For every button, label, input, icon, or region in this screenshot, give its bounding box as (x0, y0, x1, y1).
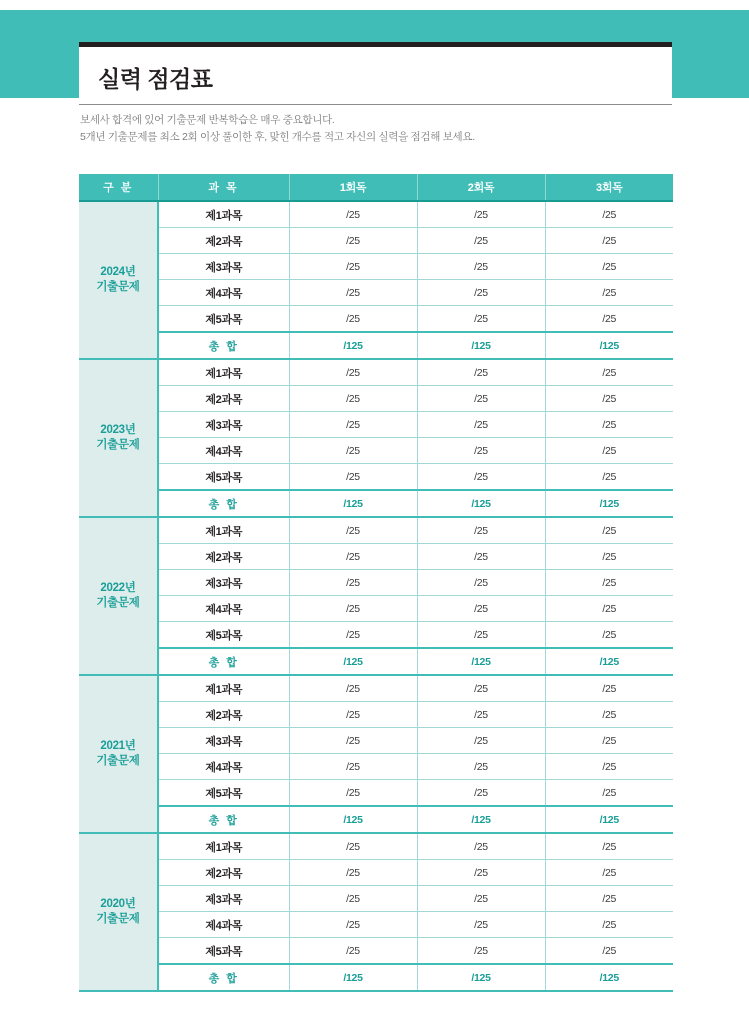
group-cell-2020 (79, 833, 158, 991)
intro-line-1: 보세사 합격에 있어 기출문제 반복학습은 매우 중요합니다. (80, 114, 335, 126)
score-entry-round-3[interactable]: /25 (545, 570, 673, 596)
score-entry-round-3[interactable]: /25 (545, 306, 673, 333)
score-entry-round-1[interactable]: /25 (289, 833, 417, 860)
score-entry-round-3[interactable]: /25 (545, 228, 673, 254)
score-entry-round-3[interactable]: /25 (545, 412, 673, 438)
subject-label: 제2과목 (158, 702, 289, 728)
score-entry-round-2[interactable]: /25 (417, 306, 545, 333)
total-entry-round-3[interactable]: /125 (545, 806, 673, 833)
score-entry-round-1[interactable]: /25 (289, 306, 417, 333)
group-kind: 기출문제 (96, 281, 140, 293)
table-total-row (79, 964, 673, 991)
score-entry-round-1[interactable]: /25 (289, 886, 417, 912)
score-entry-round-3[interactable]: /25 (545, 438, 673, 464)
subject-label: 제4과목 (158, 280, 289, 306)
score-entry-round-3[interactable]: /25 (545, 702, 673, 728)
score-entry-round-3[interactable]: /25 (545, 386, 673, 412)
score-entry-round-2[interactable]: /25 (417, 754, 545, 780)
score-entry-round-1[interactable]: /25 (289, 201, 417, 228)
table-row (79, 228, 673, 254)
total-entry-round-2[interactable]: /125 (417, 806, 545, 833)
subject-label: 제5과목 (158, 780, 289, 807)
score-entry-round-1[interactable]: /25 (289, 359, 417, 386)
score-entry-round-2[interactable]: /25 (417, 728, 545, 754)
score-entry-round-1[interactable]: /25 (289, 280, 417, 306)
subject-label: 제4과목 (158, 754, 289, 780)
table-row (79, 833, 673, 860)
subject-label: 제3과목 (158, 570, 289, 596)
score-entry-round-2[interactable]: /25 (417, 622, 545, 649)
total-entry-round-2[interactable]: /125 (417, 964, 545, 991)
score-entry-round-3[interactable]: /25 (545, 860, 673, 886)
subject-label: 제5과목 (158, 306, 289, 333)
intro-line-2: 5개년 기출문제를 최소 2회 이상 풀이한 후, 맞힌 개수를 적고 자신의 실력을 점검해 보세요. (80, 131, 475, 143)
group-cell-2021 (79, 675, 158, 833)
score-entry-round-1[interactable]: /25 (289, 438, 417, 464)
title-card (79, 42, 672, 102)
subject-label: 제1과목 (158, 675, 289, 702)
table-row (79, 517, 673, 544)
score-entry-round-2[interactable]: /25 (417, 780, 545, 807)
table-row (79, 464, 673, 491)
subject-label: 제3과목 (158, 728, 289, 754)
total-label: 총 합 (158, 806, 289, 833)
group-kind: 기출문제 (96, 913, 140, 925)
score-entry-round-3[interactable]: /25 (545, 754, 673, 780)
subject-label: 제2과목 (158, 228, 289, 254)
score-entry-round-2[interactable]: /25 (417, 860, 545, 886)
score-entry-round-3[interactable]: /25 (545, 912, 673, 938)
table-row (79, 280, 673, 306)
score-entry-round-2[interactable]: /25 (417, 833, 545, 860)
score-entry-round-2[interactable]: /25 (417, 596, 545, 622)
table-row (79, 675, 673, 702)
column-header-group: 구 분 (79, 174, 158, 201)
score-entry-round-2[interactable]: /25 (417, 912, 545, 938)
group-year: 2022년 (100, 582, 136, 594)
group-kind: 기출문제 (96, 439, 140, 451)
total-entry-round-3[interactable]: /125 (545, 332, 673, 359)
column-header-round-3: 3회독 (545, 174, 673, 201)
score-entry-round-2[interactable]: /25 (417, 544, 545, 570)
table-row (79, 780, 673, 807)
total-label: 총 합 (158, 648, 289, 675)
score-entry-round-1[interactable]: /25 (289, 228, 417, 254)
total-entry-round-2[interactable]: /125 (417, 332, 545, 359)
total-entry-round-1[interactable]: /125 (289, 490, 417, 517)
score-entry-round-1[interactable]: /25 (289, 728, 417, 754)
title-divider (79, 104, 672, 105)
score-entry-round-3[interactable]: /25 (545, 596, 673, 622)
score-entry-round-2[interactable]: /25 (417, 228, 545, 254)
column-header-round-2: 2회독 (417, 174, 545, 201)
subject-label: 제5과목 (158, 464, 289, 491)
total-entry-round-1[interactable]: /125 (289, 648, 417, 675)
score-entry-round-1[interactable]: /25 (289, 254, 417, 280)
score-entry-round-1[interactable]: /25 (289, 386, 417, 412)
total-entry-round-1[interactable]: /125 (289, 332, 417, 359)
table-header (79, 174, 673, 201)
score-entry-round-3[interactable]: /25 (545, 622, 673, 649)
score-entry-round-2[interactable]: /25 (417, 438, 545, 464)
group-year: 2024년 (100, 266, 136, 278)
table-row (79, 754, 673, 780)
score-entry-round-2[interactable]: /25 (417, 886, 545, 912)
total-entry-round-2[interactable]: /125 (417, 648, 545, 675)
subject-label: 제2과목 (158, 544, 289, 570)
score-entry-round-3[interactable]: /25 (545, 728, 673, 754)
score-entry-round-2[interactable]: /25 (417, 201, 545, 228)
score-entry-round-3[interactable]: /25 (545, 886, 673, 912)
score-entry-round-3[interactable]: /25 (545, 675, 673, 702)
table-row (79, 912, 673, 938)
score-entry-round-1[interactable]: /25 (289, 780, 417, 807)
subject-label: 제5과목 (158, 622, 289, 649)
table-row (79, 201, 673, 228)
score-entry-round-2[interactable]: /25 (417, 280, 545, 306)
score-entry-round-2[interactable]: /25 (417, 254, 545, 280)
total-label: 총 합 (158, 964, 289, 991)
subject-label: 제1과목 (158, 359, 289, 386)
score-entry-round-1[interactable]: /25 (289, 754, 417, 780)
score-entry-round-3[interactable]: /25 (545, 938, 673, 965)
score-entry-round-2[interactable]: /25 (417, 570, 545, 596)
score-entry-round-1[interactable]: /25 (289, 596, 417, 622)
score-entry-round-1[interactable]: /25 (289, 622, 417, 649)
page-title: 실력 점검표 (98, 66, 213, 92)
subject-label: 제4과목 (158, 438, 289, 464)
subject-label: 제3과목 (158, 412, 289, 438)
score-entry-round-3[interactable]: /25 (545, 780, 673, 807)
table-total-row (79, 332, 673, 359)
table-row (79, 622, 673, 649)
subject-label: 제4과목 (158, 912, 289, 938)
table-header-row (79, 174, 673, 201)
total-entry-round-1[interactable]: /125 (289, 964, 417, 991)
total-label: 총 합 (158, 332, 289, 359)
table-row (79, 702, 673, 728)
score-entry-round-1[interactable]: /25 (289, 544, 417, 570)
score-entry-round-1[interactable]: /25 (289, 675, 417, 702)
table-row (79, 359, 673, 386)
table-row (79, 412, 673, 438)
subject-label: 제1과목 (158, 201, 289, 228)
group-kind: 기출문제 (96, 755, 140, 767)
table-row (79, 938, 673, 965)
score-entry-round-2[interactable]: /25 (417, 359, 545, 386)
group-cell-2023 (79, 359, 158, 517)
total-entry-round-2[interactable]: /125 (417, 490, 545, 517)
score-checklist-table (79, 174, 673, 992)
total-entry-round-3[interactable]: /125 (545, 490, 673, 517)
score-entry-round-1[interactable]: /25 (289, 860, 417, 886)
table-row (79, 570, 673, 596)
score-entry-round-2[interactable]: /25 (417, 702, 545, 728)
score-entry-round-3[interactable]: /25 (545, 280, 673, 306)
group-kind: 기출문제 (96, 597, 140, 609)
table-row (79, 254, 673, 280)
table-row (79, 596, 673, 622)
group-year: 2023년 (100, 424, 136, 436)
table-row (79, 544, 673, 570)
score-entry-round-2[interactable]: /25 (417, 412, 545, 438)
score-entry-round-3[interactable]: /25 (545, 359, 673, 386)
table-row (79, 860, 673, 886)
table-row (79, 438, 673, 464)
column-header-subject: 과 목 (158, 174, 289, 201)
total-entry-round-3[interactable]: /125 (545, 964, 673, 991)
total-entry-round-3[interactable]: /125 (545, 648, 673, 675)
subject-label: 제2과목 (158, 860, 289, 886)
intro-text (80, 112, 680, 146)
score-entry-round-3[interactable]: /25 (545, 517, 673, 544)
score-entry-round-1[interactable]: /25 (289, 464, 417, 491)
group-cell-2022 (79, 517, 158, 675)
table-total-row (79, 648, 673, 675)
table-row (79, 386, 673, 412)
score-entry-round-3[interactable]: /25 (545, 254, 673, 280)
score-entry-round-2[interactable]: /25 (417, 938, 545, 965)
score-entry-round-2[interactable]: /25 (417, 464, 545, 491)
score-entry-round-1[interactable]: /25 (289, 938, 417, 965)
total-label: 총 합 (158, 490, 289, 517)
score-entry-round-1[interactable]: /25 (289, 912, 417, 938)
group-year: 2020년 (100, 898, 136, 910)
table-total-row (79, 806, 673, 833)
table-body (79, 201, 673, 991)
table-total-row (79, 490, 673, 517)
score-entry-round-3[interactable]: /25 (545, 201, 673, 228)
total-entry-round-1[interactable]: /125 (289, 806, 417, 833)
score-entry-round-3[interactable]: /25 (545, 464, 673, 491)
table-row (79, 886, 673, 912)
score-entry-round-1[interactable]: /25 (289, 412, 417, 438)
score-entry-round-2[interactable]: /25 (417, 675, 545, 702)
subject-label: 제3과목 (158, 254, 289, 280)
score-entry-round-3[interactable]: /25 (545, 544, 673, 570)
table-row (79, 306, 673, 333)
subject-label: 제4과목 (158, 596, 289, 622)
subject-label: 제3과목 (158, 886, 289, 912)
subject-label: 제1과목 (158, 833, 289, 860)
score-entry-round-3[interactable]: /25 (545, 833, 673, 860)
column-header-round-1: 1회독 (289, 174, 417, 201)
table-row (79, 728, 673, 754)
group-cell-2024 (79, 201, 158, 359)
score-entry-round-1[interactable]: /25 (289, 702, 417, 728)
score-entry-round-1[interactable]: /25 (289, 570, 417, 596)
score-entry-round-1[interactable]: /25 (289, 517, 417, 544)
subject-label: 제5과목 (158, 938, 289, 965)
subject-label: 제2과목 (158, 386, 289, 412)
score-entry-round-2[interactable]: /25 (417, 386, 545, 412)
subject-label: 제1과목 (158, 517, 289, 544)
group-year: 2021년 (100, 740, 136, 752)
score-entry-round-2[interactable]: /25 (417, 517, 545, 544)
